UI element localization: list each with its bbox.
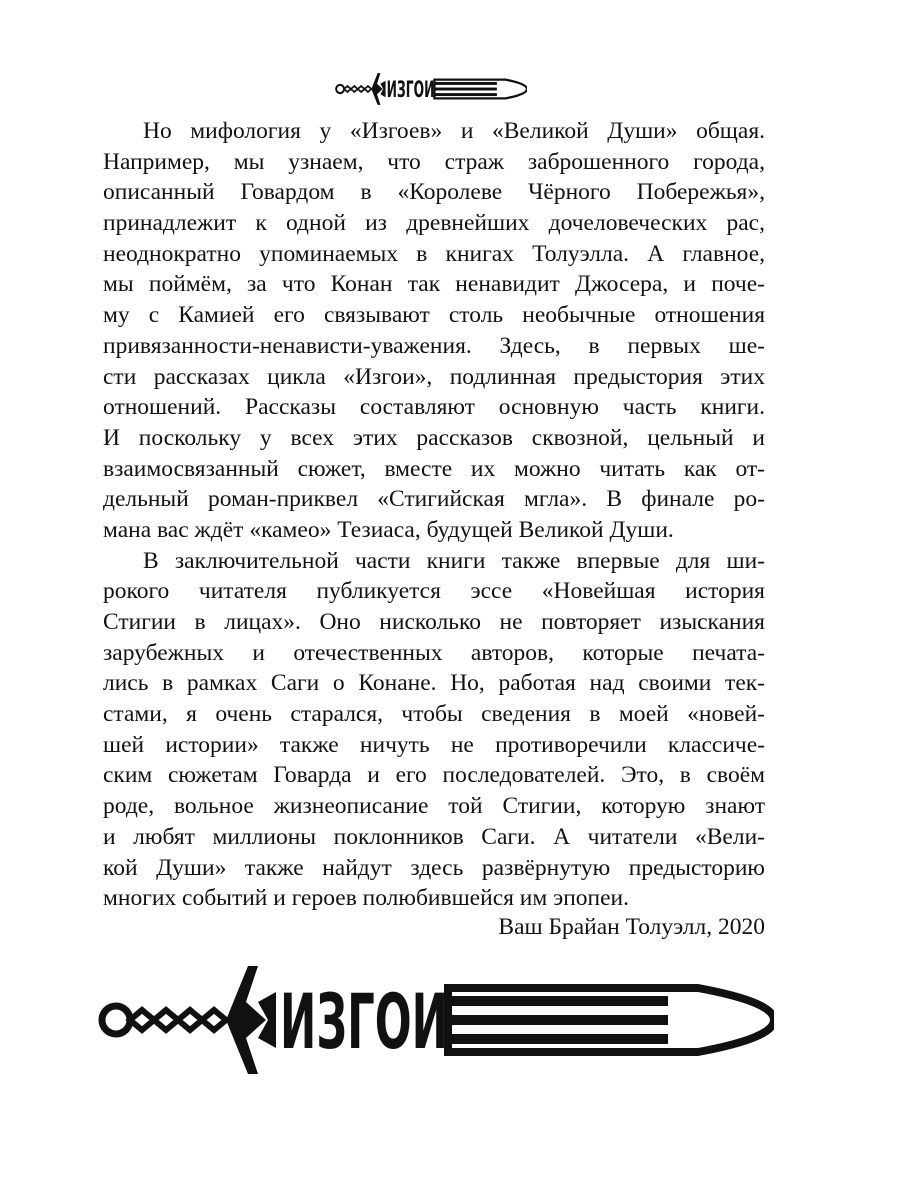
text-line: многих событий и героев полюбившейся им эпопеи. <box>103 885 629 912</box>
text-line: неоднократно упоминаемых в книгах Толуэлла. А главное, <box>103 240 765 267</box>
text-line: описанный Говардом в «Королеве Чёрного Побережья», <box>103 179 765 206</box>
text-line: лись в рамках Саги о Конане. Но, работая над своими тек- <box>103 670 765 697</box>
text-line: мана вас ждёт «камео» Тезиаса, будущей Великой Души. <box>103 516 674 543</box>
text-line: му с Камией его связывают столь необычные отношения <box>103 302 765 329</box>
text-line: Но мифология у «Изгоев» и «Великой Души» общая. <box>143 118 765 144</box>
body-text <box>103 116 765 914</box>
text-line: В заключительной части книги также впервые для ши- <box>143 547 765 574</box>
logo-text: ИЗГОИ <box>280 977 448 1066</box>
header-sword-logo <box>335 72 527 106</box>
logo-text: ИЗГОИ <box>386 77 435 104</box>
text-line: зарубежных и отечественных авторов, которые печата- <box>103 639 765 666</box>
text-line: Например, мы узнаем, что страж заброшенного города, <box>103 148 765 175</box>
text-line: И поскольку у всех этих рассказов сквозной, цельный и <box>103 424 765 451</box>
text-line: взаимосвязанный сюжет, вместе их можно читать как от- <box>103 455 765 482</box>
text-line: Стигии в лицах». Оно нисколько не повторяет изыскания <box>103 609 765 635</box>
text-line: мы поймём, за что Конан так ненавидит Джосера, и поче- <box>103 271 765 298</box>
signature: Ваш Брайан Толуэлл, 2020 <box>498 914 765 940</box>
text-line: отношений. Рассказы составляют основную часть книги. <box>103 394 765 421</box>
text-line: рокого читателя публикуется эссе «Новейшая история <box>103 578 765 605</box>
text-line: принадлежит к одной из древнейших дочеловеческих рас, <box>103 210 765 237</box>
text-line: и любят миллионы поклонников Саги. А читатели «Вели- <box>103 823 765 850</box>
text-line: роде, вольное жизнеописание той Стигии, которую знают <box>103 793 765 820</box>
text-line: сти рассказах цикла «Изгои», подлинная предыстория этих <box>103 363 765 390</box>
text-line: кой Души» также найдут здесь развёрнутую предысторию <box>103 854 765 881</box>
text-line: дельный роман-приквел «Стигийская мгла». В финале ро- <box>103 486 765 513</box>
text-line: ским сюжетам Говарда и его последователей. Это, в своём <box>103 762 765 789</box>
text-line: шей истории» также ничуть не противоречили классиче- <box>103 731 765 758</box>
text-line: привязанности-ненависти-уважения. Здесь, в первых ше- <box>103 332 765 359</box>
footer-sword-logo <box>98 962 774 1078</box>
text-line: стами, я очень старался, чтобы сведения в моей «новей- <box>103 701 765 728</box>
